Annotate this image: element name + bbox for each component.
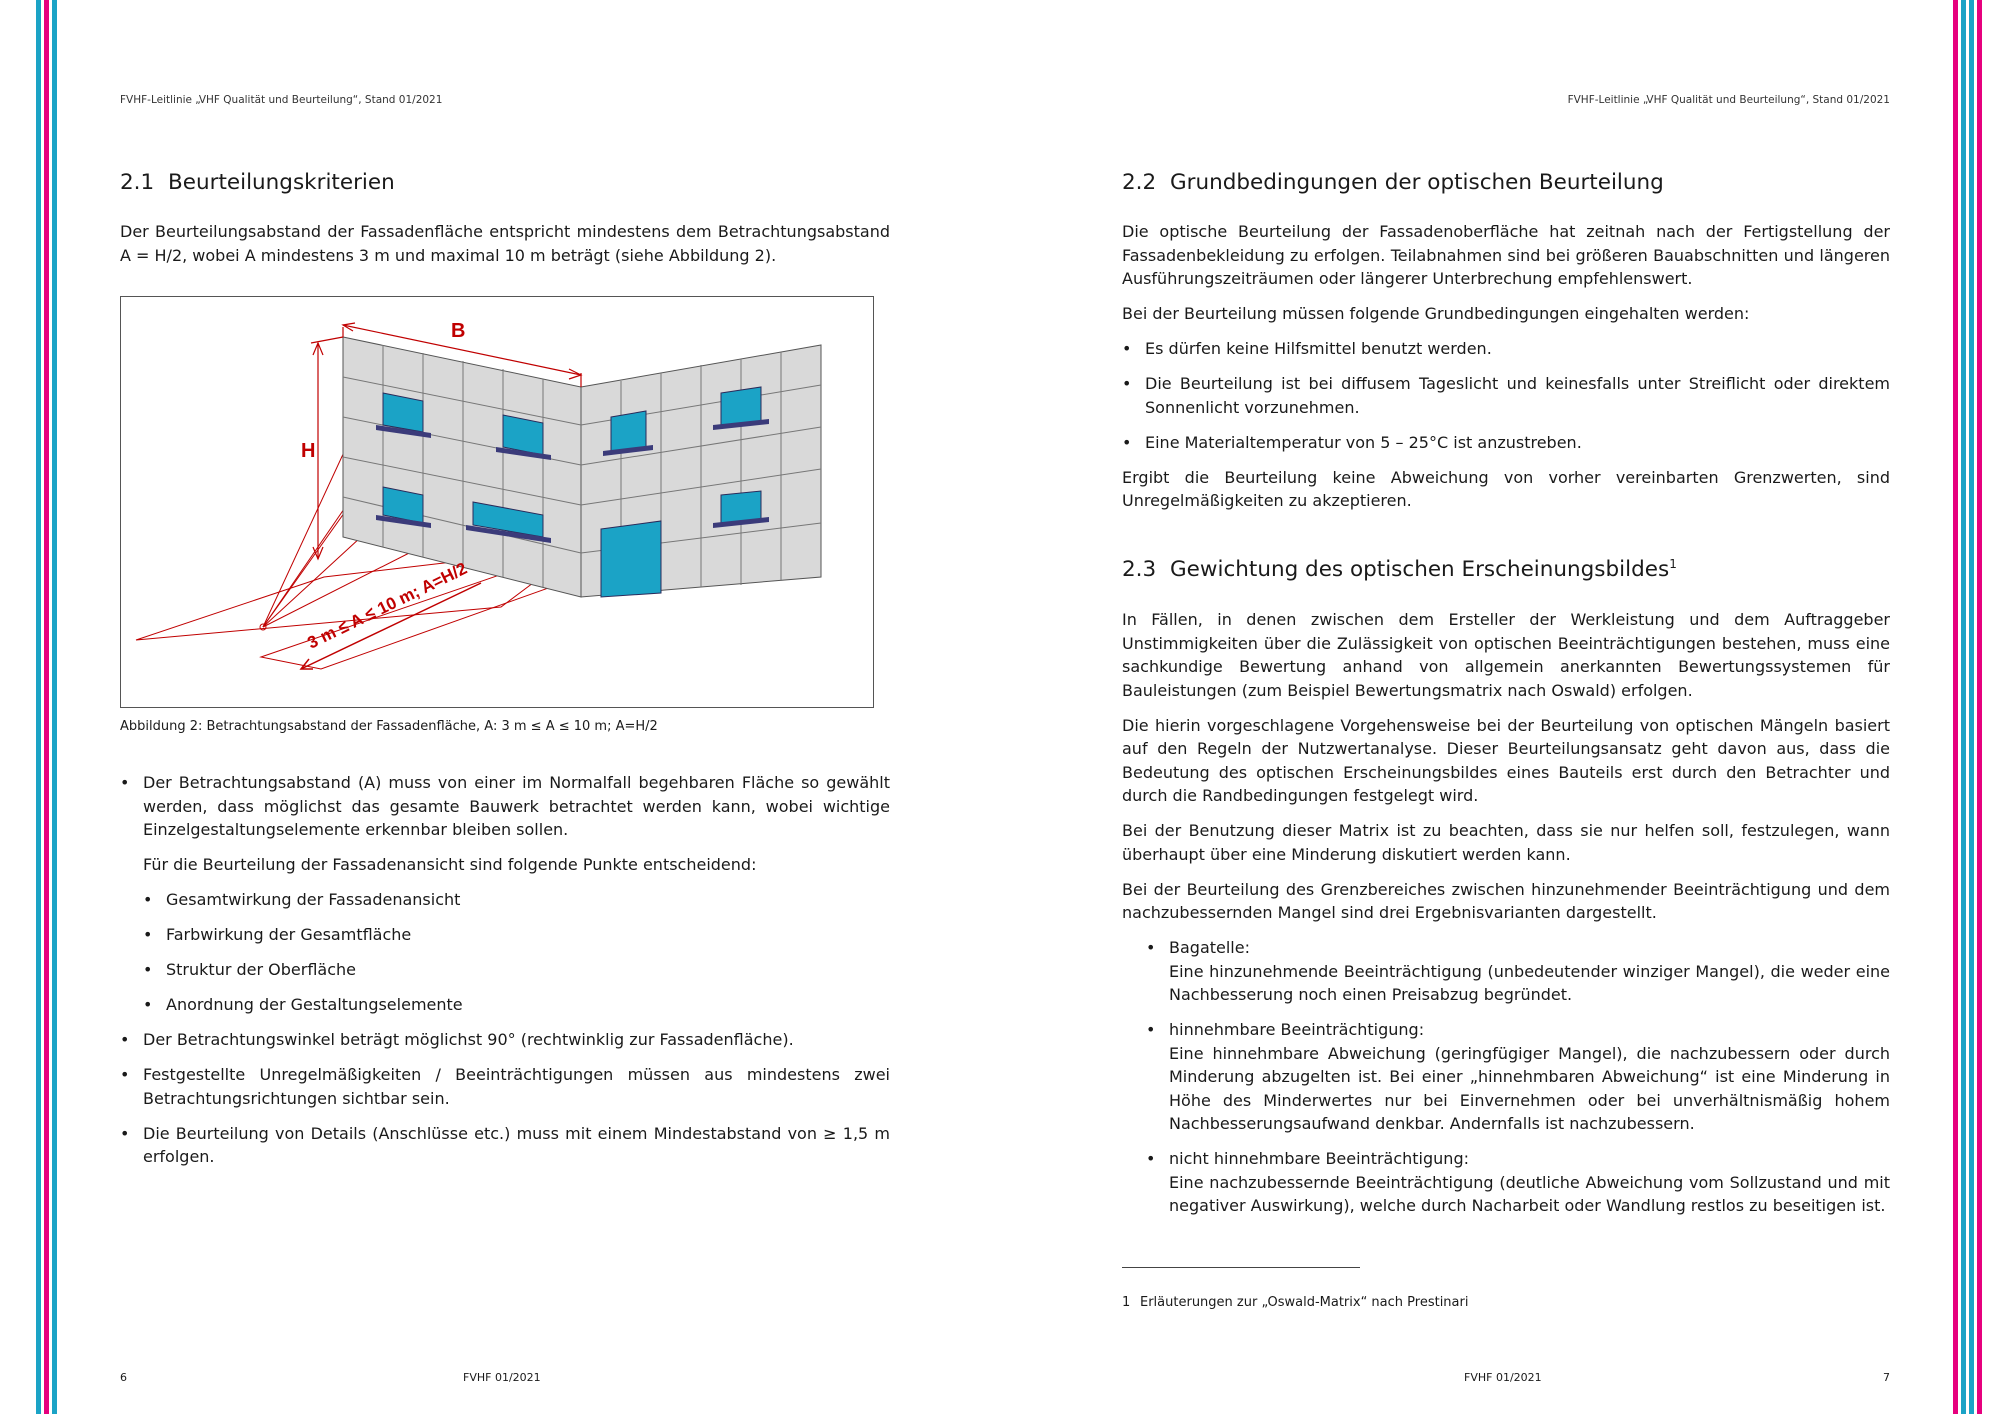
footnote-divider [1122,1267,1360,1268]
running-head: FVHF-Leitlinie „VHF Qualität und Beurteilung“, Stand 01/2021 [1567,94,1890,106]
edge-stripe-right-2 [1961,0,1966,1414]
right-page [1122,0,1890,1414]
section-heading-2-2 [1122,170,1664,195]
paragraph: Die hierin vorgeschlagene Vorgehensweise bei der Beurteilung von optischen Mängeln basiert auf den Regeln der Nutzwertanalyse. Dieser Beurteilungsansatz geht davon aus, dass die Bedeutung des optischen Erscheinungsbildes eines Bauteils erst durch den Betrachter und durch die Randbedingungen festgelegt wird. [1122,715,1890,805]
variant-text: Eine hinnehmbare Abweichung (geringfügiger Mangel), die nachzubessern oder durch Minderung abzugelten ist. Bei einer „hinnehmbaren Abweichung“ ist eine Minderung in Höhe des Minderwertes nur bei Einvernehmen oder bei unverhältnismäßig hohem Nachbesserungsaufwand denkbar. Andernfalls ist nachzubessern. [1169,1043,1890,1133]
criteria-bullet-list [120,771,890,1169]
figure-viewing-distance [120,296,874,708]
variant-title: • nicht hinnehmbare Beeinträchtigung: [1169,1149,1469,1168]
journal-footer: FVHF 01/2021 [1464,1371,1542,1384]
facade-illustration [121,297,873,707]
journal-footer: FVHF 01/2021 [463,1371,541,1384]
list-item [120,771,890,1017]
edge-stripe-right-3 [1969,0,1974,1414]
section-heading-2-3 [1122,557,1677,582]
list-item: • Der Betrachtungswinkel beträgt möglichst 90° (rechtwinklig zur Fassadenfläche). [120,1028,890,1052]
dimension-label-h: H [301,440,316,462]
intro-text-block [120,220,890,279]
paragraph: Bei der Beurteilung müssen folgende Grundbedingungen eingehalten werden: [1122,304,1750,323]
list-item: • Anordnung der Gestaltungselemente [143,993,890,1017]
section-number: 2.2 [1122,170,1157,195]
footnote [1122,1295,1468,1310]
variant-title: • hinnehmbare Beeinträchtigung: [1169,1020,1425,1039]
footnote-marker: 1 [1669,557,1677,571]
list-item: • Farbwirkung der Gesamtfläche [143,923,890,947]
list-item [1146,1018,1890,1136]
edge-stripe-left-2 [44,0,49,1414]
section-number: 2.1 [120,170,155,195]
footnote-text: Erläuterungen zur „Oswald-Matrix“ nach Prestinari [1140,1295,1469,1310]
variant-text: Eine nachzubessernde Beeinträchtigung (deutliche Abweichung vom Sollzustand und mit negativer Auswirkung), welche durch Nacharbeit oder Wandlung restlos zu beseitigen ist. [1169,1172,1890,1215]
conditions-bullet-list [1122,337,1890,454]
paragraph: Bei der Benutzung dieser Matrix ist zu beachten, dass sie nur helfen soll, festzulegen, wann überhaupt über eine Minderung diskutiert werden kann. [1122,821,1890,864]
dimension-label-b: B [451,320,466,342]
distance-a-label: 3 m ≤ A ≤ 10 m; A=H/2 [304,558,471,653]
list-item: • Eine Materialtemperatur von 5 – 25°C ist anzustreben. [1122,431,1890,455]
list-item: • Die Beurteilung von Details (Anschlüsse etc.) muss mit einem Mindestabstand von ≥ 1,5 m erfolgen. [120,1122,890,1169]
edge-stripe-left-3 [52,0,57,1414]
paragraph: In Fällen, in denen zwischen dem Ersteller der Werkleistung und dem Auftraggeber Unstimmigkeiten über die Zulässigkeit von optischen Beeinträchtigungen bestehen, muss eine sachkundige Bewertung anhand von allgemein anerkannten Bewertungssystemen für Bauleistungen (zum Beispiel Bewertungsmatrix nach Oswald) erfolgen. [1122,610,1890,700]
list-item [1146,936,1890,1007]
bullet-text-viewing-distance: Der Betrachtungsabstand (A) muss von einer im Normalfall begehbaren Fläche so gewählt werden, dass möglichst das gesamte Bauwerk betrachtet werden kann, wobei wichtige Einzelgestaltungselemente erkennbar bleiben sollen. [143,773,890,839]
assessment-points-list [143,888,890,1017]
paragraph: Ergibt die Beurteilung keine Abweichung von vorher vereinbarten Grenzwerten, sind Unregelmäßigkeiten zu akzeptieren. [1122,467,1890,510]
section-2-2-body [1122,220,1890,524]
section-title: Beurteilungskriterien [168,170,395,195]
section-heading-2-1 [120,170,395,195]
section-2-3-body [1122,608,1890,1229]
edge-stripe-right-1 [1953,0,1958,1414]
page-number: 6 [120,1371,127,1384]
paragraph: Die optische Beurteilung der Fassadenoberfläche hat zeitnah nach der Fertigstellung der Fassadenbekleidung zu erfolgen. Teilabnahmen sind bei größeren Bauabschnitten und längeren Ausführungszeiträumen oder längerer Unterbrechung empfehlenswert. [1122,222,1890,288]
list-item: • Es dürfen keine Hilfsmittel benutzt werden. [1122,337,1890,361]
section-title: Grundbedingungen der optischen Beurteilung [1170,170,1664,195]
paragraph: Bei der Beurteilung des Grenzbereiches zwischen hinzunehmender Beeinträchtigung und dem nachzubessernden Mangel sind drei Ergebnisvarianten dargestellt. [1122,879,1890,922]
list-item: • Struktur der Oberfläche [143,958,890,982]
list-item: • Gesamtwirkung der Fassadenansicht [143,888,890,912]
section-number: 2.3 [1122,557,1157,583]
page-number: 7 [1883,1371,1890,1384]
result-variants-list [1122,936,1890,1218]
list-item [1146,1147,1890,1218]
criteria-list-block [120,771,890,1180]
variant-text: Eine hinzunehmende Beeinträchtigung (unbedeutender winziger Mangel), die weder eine Nachbesserung noch einen Preisabzug begründet. [1169,961,1890,1004]
list-item: • Festgestellte Unregelmäßigkeiten / Beeinträchtigungen müssen aus mindestens zwei Betrachtungsrichtungen sichtbar sein. [120,1063,890,1110]
left-page [120,0,890,1414]
running-head: FVHF-Leitlinie „VHF Qualität und Beurteilung“, Stand 01/2021 [120,94,443,106]
footnote-number: 1 [1122,1295,1131,1310]
sub-list-intro: Für die Beurteilung der Fassadenansicht sind folgende Punkte entscheidend: [143,855,757,874]
variant-title: • Bagatelle: [1169,938,1250,957]
edge-stripe-left-1 [36,0,41,1414]
edge-stripe-right-4 [1977,0,1982,1414]
intro-paragraph: Der Beurteilungsabstand der Fassadenfläche entspricht mindestens dem Betrachtungsabstand A = H/2, wobei A mindestens 3 m und maximal 10 m beträgt (siehe Abbildung 2). [120,222,890,265]
list-item: • Die Beurteilung ist bei diffusem Tageslicht und keinesfalls unter Streiflicht oder direktem Sonnenlicht vorzunehmen. [1122,372,1890,419]
section-title: Gewichtung des optischen Erscheinungsbildes [1170,557,1670,583]
figure-caption: Abbildung 2: Betrachtungsabstand der Fassadenfläche, A: 3 m ≤ A ≤ 10 m; A=H/2 [120,719,658,734]
